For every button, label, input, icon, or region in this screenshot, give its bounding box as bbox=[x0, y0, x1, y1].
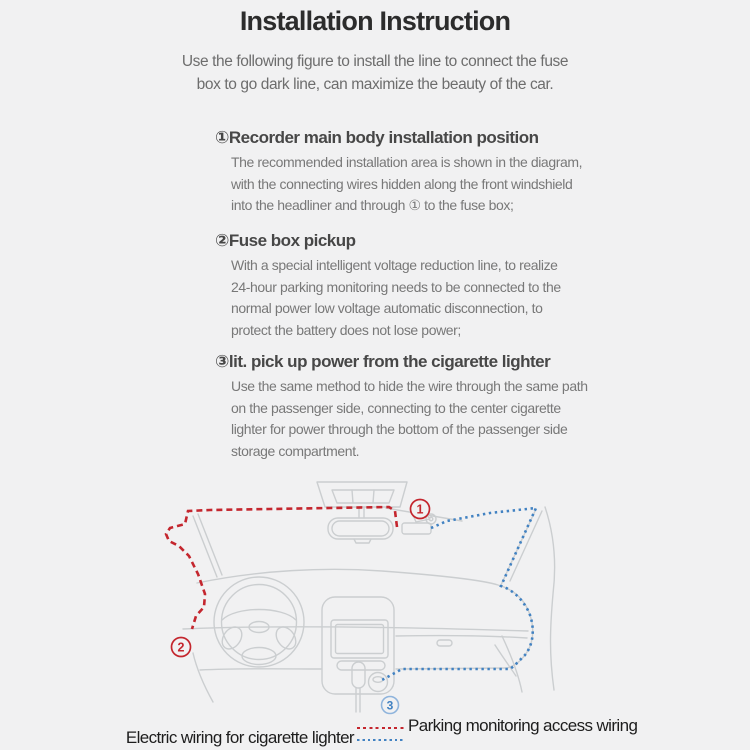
svg-text:2: 2 bbox=[177, 640, 185, 655]
overhead-console bbox=[317, 482, 407, 507]
left-door-curve bbox=[193, 653, 213, 702]
left-a-pillar bbox=[193, 514, 222, 577]
section-heading: ③lit. pick up power from the cigarette lighter bbox=[215, 352, 551, 371]
cigarette-lighter-socket bbox=[369, 673, 388, 692]
section-body bbox=[231, 376, 588, 462]
body-line: Use the same method to hide the wire through the same path bbox=[231, 378, 588, 394]
right-a-pillar bbox=[501, 509, 542, 585]
intro-text bbox=[0, 51, 750, 96]
rearview-mirror bbox=[328, 507, 393, 543]
section-recorder-position bbox=[215, 128, 582, 217]
body-line: protect the battery does not lose power; bbox=[231, 321, 461, 338]
body-line: on the passenger side, connecting to the center cigarette bbox=[231, 399, 561, 416]
body-line: lighter for power through the bottom of the passenger side bbox=[231, 421, 568, 437]
right-body-outline bbox=[545, 507, 555, 690]
marker-1-recorder bbox=[411, 500, 430, 519]
body-line: into the headliner and through ① to the fuse box; bbox=[231, 197, 514, 213]
section-fuse-box-pickup bbox=[215, 231, 561, 341]
dashboard-bottom-left bbox=[200, 669, 321, 670]
parking-wire-legend-label: Parking monitoring access wiring bbox=[408, 716, 638, 735]
body-line: with the connecting wires hidden along the front windshield bbox=[231, 175, 573, 192]
intro-line-2: box to go dark line, can maximize the beauty of the car. bbox=[196, 75, 554, 93]
section-body bbox=[231, 152, 582, 217]
dash-midline-2 bbox=[396, 636, 527, 638]
svg-text:3: 3 bbox=[386, 698, 394, 713]
section-cigarette-lighter-power bbox=[215, 352, 588, 462]
cigarette-wire-legend-label: Electric wiring for cigarette lighter bbox=[125, 728, 354, 747]
body-line: storage compartment. bbox=[231, 442, 360, 459]
glovebox-handle bbox=[437, 640, 452, 646]
intro-line-1: Use the following figure to install the line to connect the fuse bbox=[181, 53, 569, 70]
section-heading: ②Fuse box pickup bbox=[215, 231, 356, 250]
steering-wheel bbox=[214, 577, 304, 667]
car-interior-diagram bbox=[150, 476, 606, 726]
marker-3-cigarette-lighter bbox=[382, 697, 399, 714]
section-heading: ①Recorder main body installation position bbox=[215, 128, 539, 147]
body-line: With a special intelligent voltage reduction line, to realize bbox=[231, 257, 558, 273]
right-lower-curve bbox=[502, 636, 522, 692]
body-line: The recommended installation area is shown in the diagram, bbox=[231, 154, 583, 170]
page-title: Installation Instruction bbox=[239, 6, 511, 36]
svg-text:1: 1 bbox=[416, 502, 424, 517]
marker-2-fuse-box bbox=[172, 638, 191, 657]
parking-monitoring-wire bbox=[166, 507, 397, 629]
section-body bbox=[231, 255, 561, 341]
cigarette-wire-legend-sample bbox=[357, 739, 404, 741]
body-line: normal power low voltage automatic disconnection, to bbox=[231, 300, 543, 316]
parking-wire-legend-sample bbox=[357, 727, 404, 729]
body-line: 24-hour parking monitoring needs to be connected to the bbox=[231, 278, 561, 295]
